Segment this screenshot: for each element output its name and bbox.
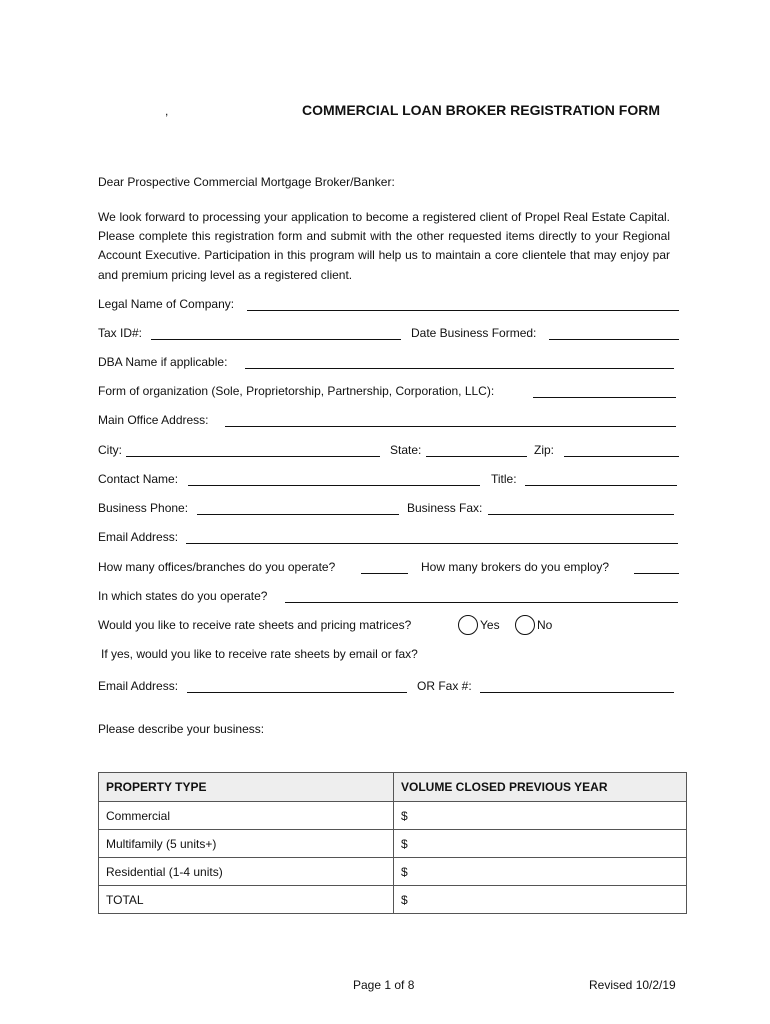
table-header-row <box>99 773 687 802</box>
phone-field[interactable] <box>197 514 399 515</box>
dba-label: DBA Name if applicable: <box>98 355 228 369</box>
email-or-fax-question: If yes, would you like to receive rate sheets by email or fax? <box>101 647 418 661</box>
describe-label: Please describe your business: <box>98 722 265 736</box>
page-number: Page 1 of 8 <box>353 978 415 992</box>
revised-date: Revised 10/2/19 <box>589 978 676 992</box>
no-label: No <box>537 618 553 632</box>
yes-radio[interactable] <box>458 615 478 635</box>
header-property-type: PROPERTY TYPE <box>99 773 394 802</box>
contact-field[interactable] <box>188 485 480 486</box>
header-mark: , <box>165 104 169 118</box>
legal-name-field[interactable] <box>247 310 679 311</box>
brokers-label: How many brokers do you employ? <box>421 560 610 574</box>
table-row <box>99 802 687 830</box>
title-label: Title: <box>491 472 517 486</box>
row-residential-type: Residential (1-4 units) <box>99 858 394 886</box>
rate-sheets-label: Would you like to receive rate sheets and pricing matrices? <box>98 618 412 632</box>
city-field[interactable] <box>126 456 380 457</box>
title-field[interactable] <box>525 485 677 486</box>
fax-label: Business Fax: <box>407 501 483 515</box>
table-row <box>99 830 687 858</box>
zip-label: Zip: <box>534 443 555 457</box>
property-volume-table <box>98 772 687 914</box>
email-label: Email Address: <box>98 530 179 544</box>
legal-name-label: Legal Name of Company: <box>98 297 235 311</box>
state-label: State: <box>390 443 422 457</box>
states-label: In which states do you operate? <box>98 589 268 603</box>
table-row <box>99 858 687 886</box>
row-multifamily-type: Multifamily (5 units+) <box>99 830 394 858</box>
tax-id-label: Tax ID#: <box>98 326 143 340</box>
form-title: COMMERCIAL LOAN BROKER REGISTRATION FORM <box>302 102 661 118</box>
date-formed-field[interactable] <box>549 339 679 340</box>
fax2-field[interactable] <box>480 692 674 693</box>
yes-label: Yes <box>480 618 500 632</box>
date-formed-label: Date Business Formed: <box>411 326 537 340</box>
email-field[interactable] <box>186 543 678 544</box>
contact-label: Contact Name: <box>98 472 179 486</box>
table-row <box>99 886 687 914</box>
states-field[interactable] <box>285 602 678 603</box>
main-office-field[interactable] <box>225 426 676 427</box>
main-office-label: Main Office Address: <box>98 413 209 427</box>
salutation: Dear Prospective Commercial Mortgage Broker/Banker: <box>98 175 395 189</box>
row-multifamily-volume[interactable]: $ <box>394 830 687 858</box>
row-residential-volume[interactable]: $ <box>394 858 687 886</box>
no-radio[interactable] <box>515 615 535 635</box>
phone-label: Business Phone: <box>98 501 189 515</box>
row-total-volume[interactable]: $ <box>394 886 687 914</box>
header-volume: VOLUME CLOSED PREVIOUS YEAR <box>394 773 687 802</box>
form-org-label: Form of organization (Sole, Proprietorship, Partnership, Corporation, LLC): <box>98 384 495 398</box>
email2-label: Email Address: <box>98 679 179 693</box>
city-label: City: <box>98 443 122 457</box>
email2-field[interactable] <box>187 692 407 693</box>
form-org-field[interactable] <box>533 397 676 398</box>
offices-field[interactable] <box>361 573 408 574</box>
or-fax-label: OR Fax #: <box>417 679 472 693</box>
offices-label: How many offices/branches do you operate? <box>98 560 336 574</box>
row-commercial-volume[interactable]: $ <box>394 802 687 830</box>
dba-field[interactable] <box>245 368 674 369</box>
fax-field[interactable] <box>488 514 674 515</box>
brokers-field[interactable] <box>634 573 679 574</box>
state-field[interactable] <box>426 456 527 457</box>
zip-field[interactable] <box>564 456 679 457</box>
row-total-type: TOTAL <box>99 886 394 914</box>
intro-paragraph: We look forward to processing your application to become a registered client of Propel Real Estate Capital. Please complete this registration form and submit with the other requested items directly to your Regional Account Executive. Participation in this program will help us to maintain a core clientele that may enjoy par and premium pricing level as a registered client. <box>98 210 670 282</box>
tax-id-field[interactable] <box>151 339 401 340</box>
row-commercial-type: Commercial <box>99 802 394 830</box>
